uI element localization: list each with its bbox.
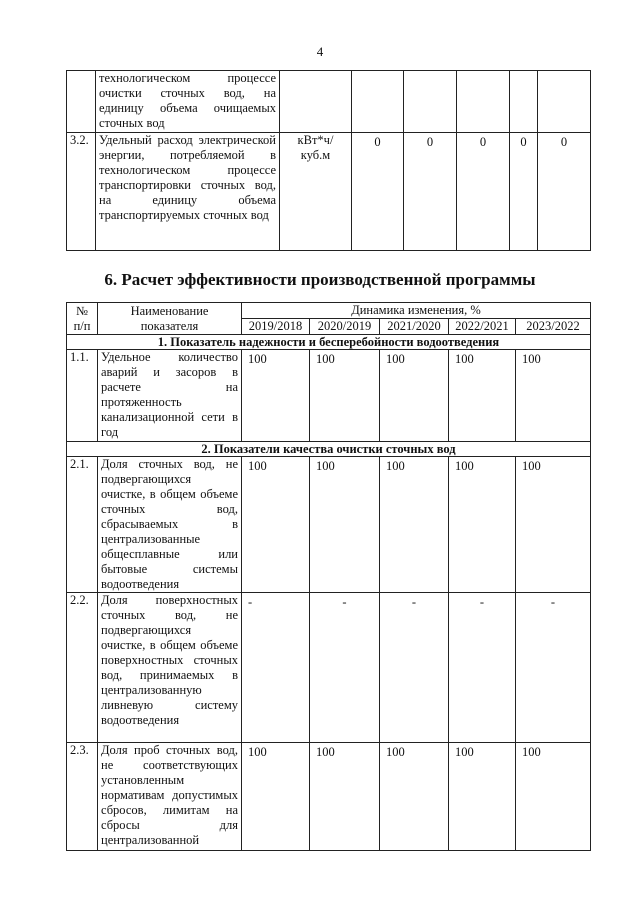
- value-cell: [510, 71, 538, 133]
- section-row: [67, 442, 591, 457]
- row-index: 2.2.: [67, 593, 98, 743]
- value-cell: [352, 71, 404, 133]
- value-cell: 100: [242, 743, 310, 851]
- year-header: 2023/2022: [516, 319, 591, 335]
- value-cell: -: [516, 593, 591, 743]
- value-cell: 100: [449, 350, 516, 442]
- year-header: 2019/2018: [242, 319, 310, 335]
- value-cell: 100: [310, 350, 380, 442]
- indicator-name: Удельный расход электрической энергии, потребляемой в технологическом процессе транспортировки сточных вод, на единицу объема транспортируемых сточных вод: [96, 133, 280, 251]
- row-index: 2.1.: [67, 457, 98, 593]
- value-cell: [404, 71, 457, 133]
- unit-cell: кВт*ч/ куб.м: [280, 133, 352, 251]
- value-cell: 0: [457, 133, 510, 251]
- top-table: [66, 70, 591, 251]
- value-cell: [457, 71, 510, 133]
- value-cell: 100: [242, 457, 310, 593]
- table-row: [67, 457, 591, 593]
- value-cell: -: [242, 593, 310, 743]
- value-cell: -: [310, 593, 380, 743]
- row-index: 1.1.: [67, 350, 98, 442]
- row-index: 2.3.: [67, 743, 98, 851]
- indicator-name: Доля сточных вод, не подвергающихся очистке, в общем объеме сточных вод, сбрасываемых в централизованные общесплавные или бытовые системы водоотведения: [98, 457, 242, 593]
- table-row: [67, 133, 591, 251]
- value-cell: 0: [352, 133, 404, 251]
- value-cell: 100: [516, 743, 591, 851]
- value-cell: 0: [404, 133, 457, 251]
- year-header: 2022/2021: [449, 319, 516, 335]
- indicator-name: Удельное количество аварий и засоров в расчете на протяженность канализационной сети в год: [98, 350, 242, 442]
- value-cell: 0: [538, 133, 591, 251]
- header-name: Наименование показателя: [98, 303, 242, 335]
- section-heading: 6. Расчет эффективности производственной программы: [104, 270, 536, 289]
- row-index: [67, 71, 96, 133]
- section-title: 1. Показатель надежности и бесперебойности водоотведения: [67, 335, 591, 350]
- row-index: 3.2.: [67, 133, 96, 251]
- value-cell: 100: [449, 743, 516, 851]
- year-header: 2020/2019: [310, 319, 380, 335]
- indicator-name: технологическом процессе очистки сточных вод, на единицу объема очищаемых сточных вод: [96, 71, 280, 133]
- table-row: [67, 593, 591, 743]
- header-num: № п/п: [67, 303, 98, 335]
- section-row: [67, 335, 591, 350]
- value-cell: 100: [449, 457, 516, 593]
- efficiency-table: [66, 302, 591, 851]
- value-cell: 100: [516, 350, 591, 442]
- value-cell: 0: [510, 133, 538, 251]
- table-row: [67, 350, 591, 442]
- value-cell: 100: [310, 457, 380, 593]
- table-row: [67, 71, 591, 133]
- section-title: 2. Показатели качества очистки сточных вод: [67, 442, 591, 457]
- value-cell: -: [380, 593, 449, 743]
- value-cell: 100: [380, 743, 449, 851]
- indicator-name: Доля проб сточных вод, не соответствующих установленным нормативам допустимых сбросов, лимитам на сбросы для централизованной: [98, 743, 242, 851]
- value-cell: -: [449, 593, 516, 743]
- value-cell: 100: [516, 457, 591, 593]
- header-dynamics: Динамика изменения, %: [242, 303, 591, 319]
- table-header-row: [67, 303, 591, 319]
- value-cell: 100: [242, 350, 310, 442]
- value-cell: 100: [380, 350, 449, 442]
- table-row: [67, 743, 591, 851]
- page-number: 4: [316, 44, 324, 59]
- value-cell: [538, 71, 591, 133]
- value-cell: 100: [380, 457, 449, 593]
- value-cell: 100: [310, 743, 380, 851]
- unit-cell: [280, 71, 352, 133]
- year-header: 2021/2020: [380, 319, 449, 335]
- indicator-name: Доля поверхностных сточных вод, не подвергающихся очистке, в общем объеме поверхностных сточных вод, принимаемых в централизованную ливневую систему водоотведения: [98, 593, 242, 743]
